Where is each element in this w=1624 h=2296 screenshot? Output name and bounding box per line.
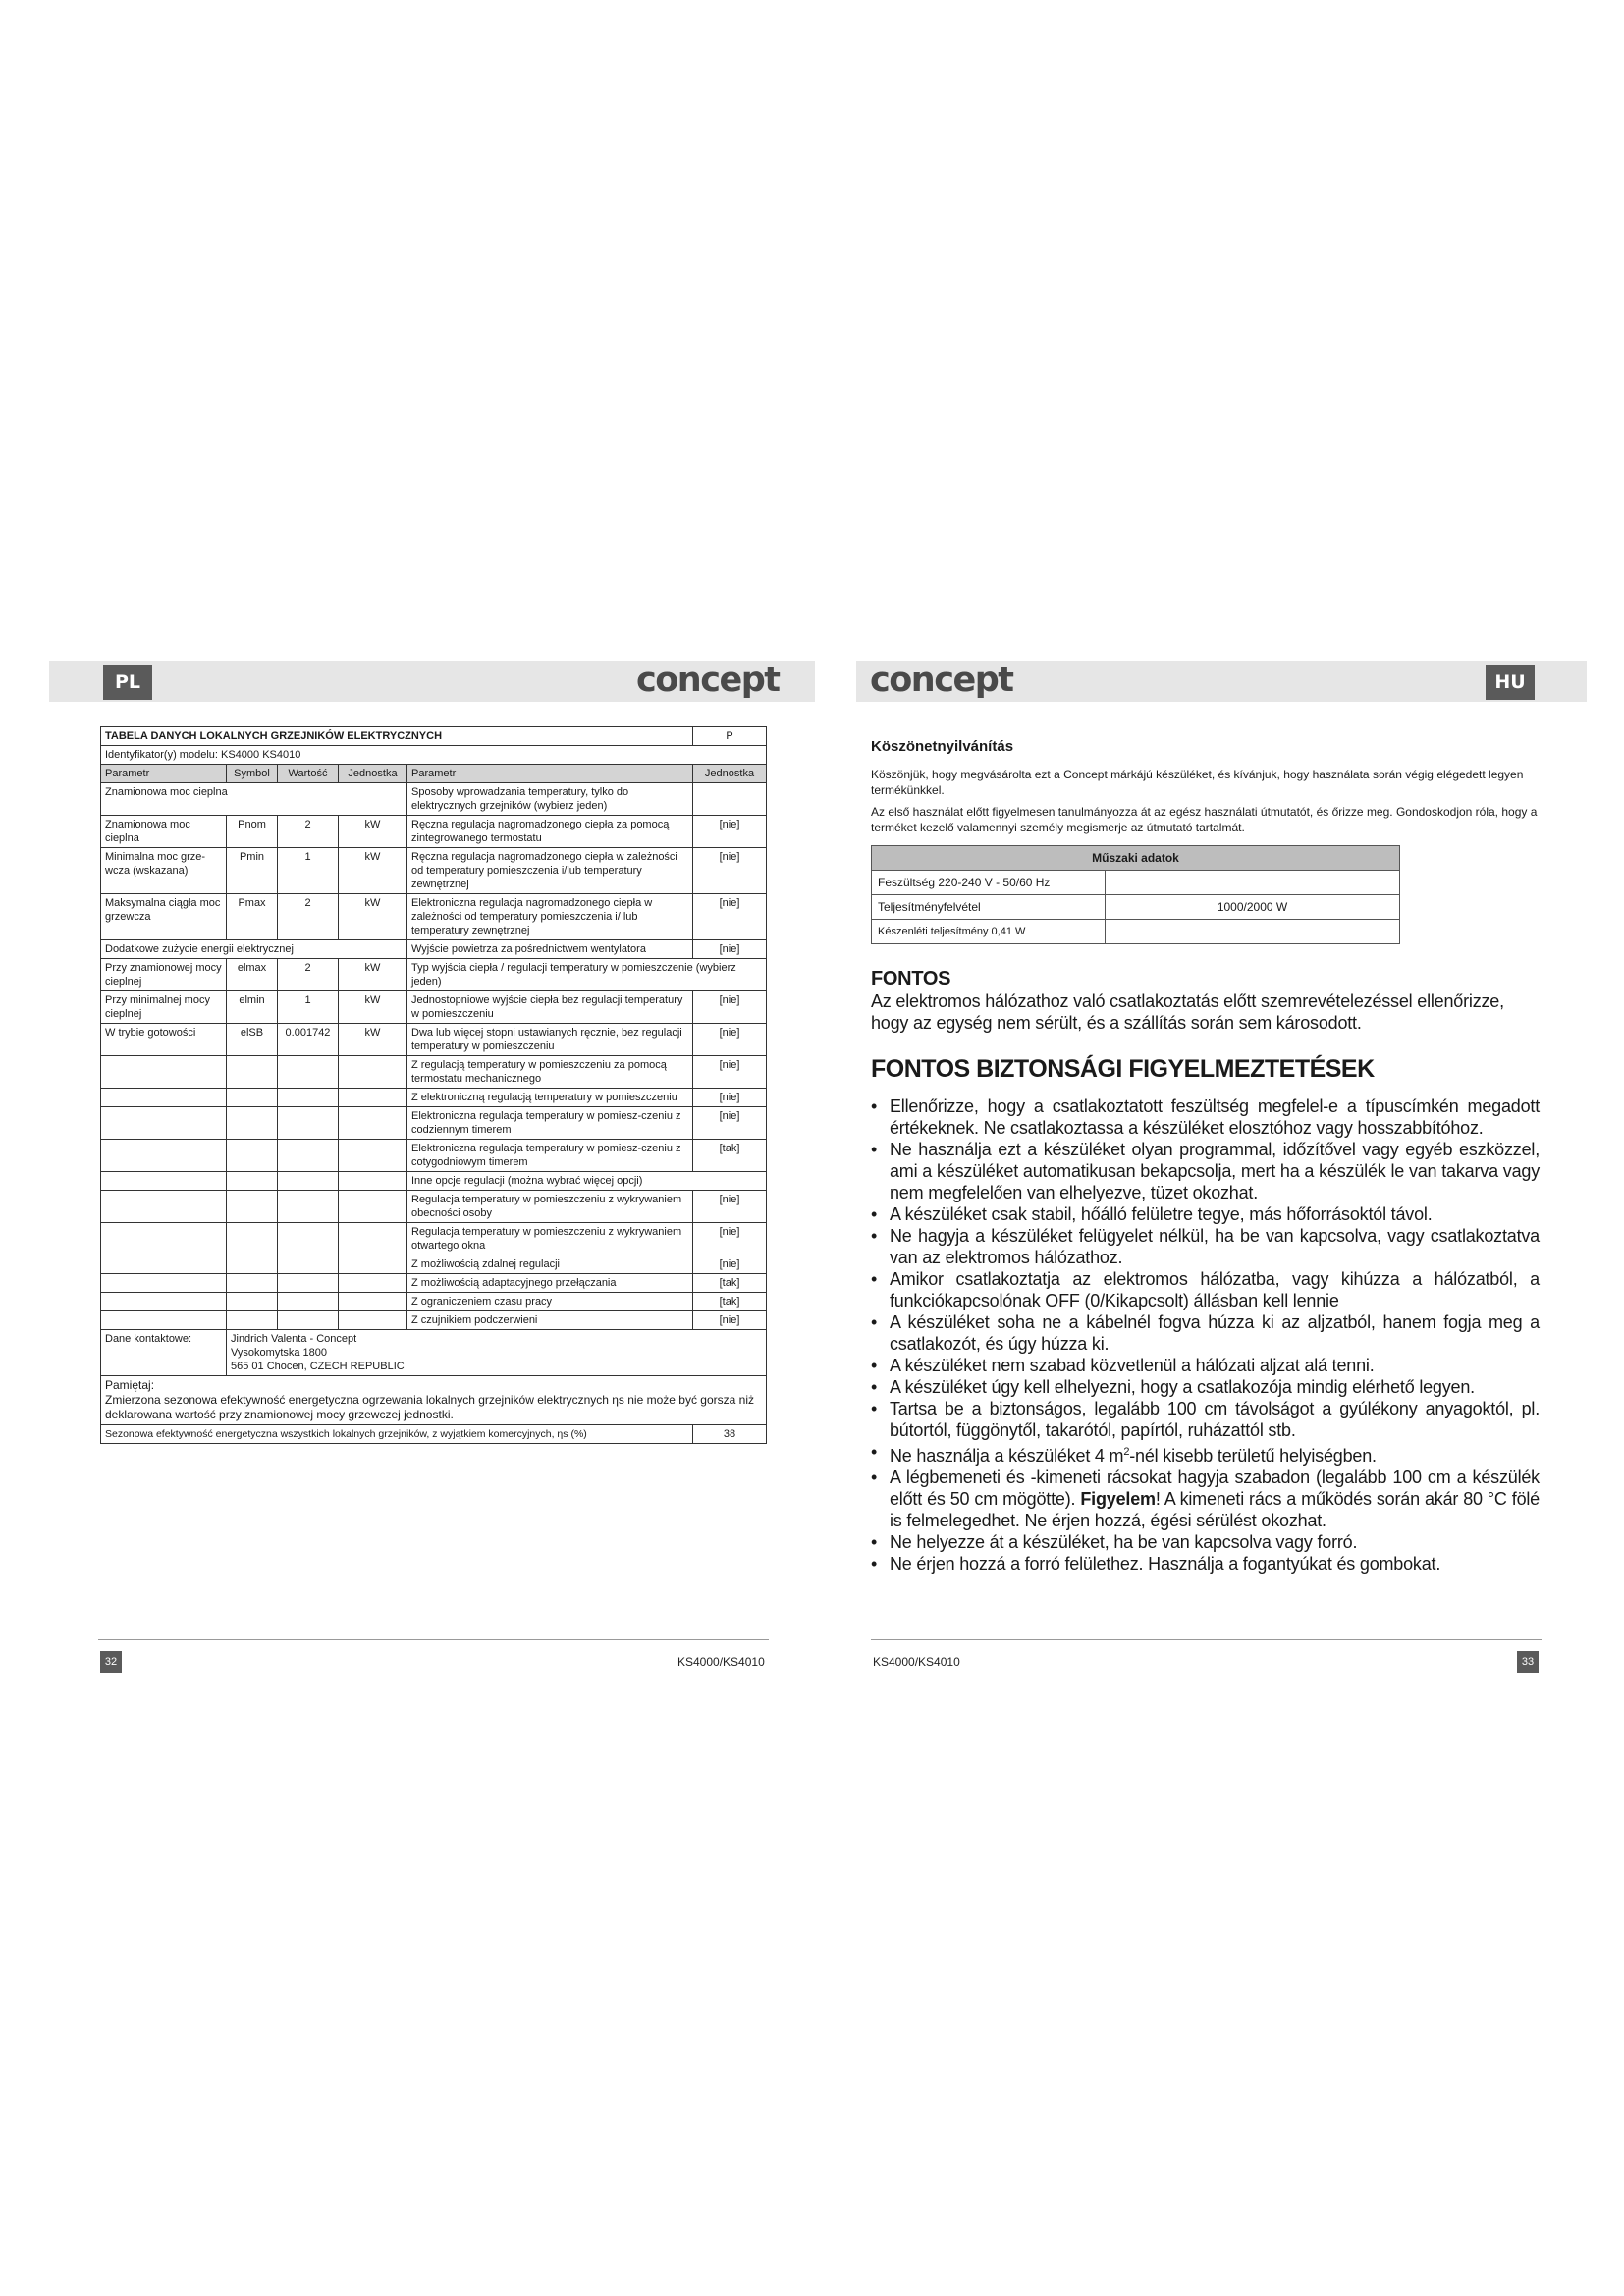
table-row [101, 991, 767, 1024]
row-value [278, 1107, 339, 1140]
warning-item: • A készüléket nem szabad közvetlenül a hálózati aljzat alá tenni. [871, 1355, 1540, 1376]
row-value: 2 [278, 894, 339, 940]
row-param: W trybie gotowości [101, 1024, 227, 1056]
page-number-right: 33 [1517, 1651, 1539, 1673]
row-param2: Z regulacją temperatury w pomieszczeniu za pomocą termostatu mechanicznego [407, 1056, 693, 1089]
table-row [101, 1255, 767, 1274]
model-footer-left: KS4000/KS4010 [677, 1655, 765, 1669]
hu-content [871, 738, 1540, 1575]
table-header-row [101, 765, 767, 783]
row-unit: kW [339, 1024, 407, 1056]
safety-title: FONTOS BIZTONSÁGI FIGYELMEZTETÉSEK [871, 1055, 1375, 1083]
row-param [101, 1107, 227, 1140]
footer-rule-right [871, 1639, 1542, 1640]
row-symbol [227, 1191, 278, 1223]
row-param2: Regulacja temperatury w pomieszczeniu z wykrywaniem obecności osoby [407, 1191, 693, 1223]
table-row [101, 1311, 767, 1330]
note-cell [101, 1376, 767, 1425]
col-header: Symbol [227, 765, 278, 783]
row-unit2: [nie] [693, 816, 767, 848]
row-unit2: [tak] [693, 1293, 767, 1311]
row-param [101, 1293, 227, 1311]
row-unit [339, 1140, 407, 1172]
table-row [101, 940, 767, 959]
warning-item: • A készüléket csak stabil, hőálló felületre tegye, más hőforrásoktól távol. [871, 1203, 1540, 1225]
row-param [101, 1056, 227, 1089]
row-param [101, 1089, 227, 1107]
row-symbol: Pmax [227, 894, 278, 940]
warning-grid-bold: Figyelem [1080, 1489, 1156, 1509]
efficiency-label: Sezonowa efektywność energetyczna wszystkich lokalnych grzejników, z wyjątkiem komercyjnych, ηs (%) [101, 1425, 693, 1444]
note-title: Pamiętaj: [105, 1378, 155, 1392]
row-symbol [227, 1089, 278, 1107]
table-row [101, 1172, 767, 1191]
contact-line: 565 01 Chocen, CZECH REPUBLIC [231, 1361, 405, 1372]
row-value [278, 1311, 339, 1330]
warning-area-pre: Ne használja a készüléket 4 m [890, 1446, 1124, 1466]
warning-item-area [871, 1441, 1540, 1467]
row-param2: Typ wyjścia ciepła / regulacji temperatury w pomieszczenie (wybierz jeden) [407, 959, 767, 991]
row-param2: Jednostopniowe wyjście ciepła bez regulacji temperatury w pomieszczeniu [407, 991, 693, 1024]
warning-item: • Ne hagyja a készüléket felügyelet nélkül, ha be van kapcsolva, vagy csatlakoztatva van az elektromos hálózathoz. [871, 1225, 1540, 1268]
warning-grid-post: ! A kimeneti rács a működés során akár 80 °C fölé is felmelegedhet. Ne érjen hozzá, égési sérülést okozhat. [890, 1489, 1540, 1530]
important-text: Az elektromos hálózathoz való csatlakoztatás előtt szemrevételezéssel ellenőrizze, hogy az egység nem sérült, és a szállítás során sem károsodott. [871, 991, 1504, 1033]
row-param2: Elektroniczna regulacja nagromadzonego ciepła w zależności od temperatury pomieszczenia i/ lub temperatury zewnętrznej [407, 894, 693, 940]
row-value [278, 1172, 339, 1191]
row-unit2: [nie] [693, 991, 767, 1024]
row-unit2: [nie] [693, 894, 767, 940]
tech-voltage-label: Feszültség 220-240 V - 50/60 Hz [872, 871, 1106, 895]
row-unit [339, 1191, 407, 1223]
row-param2: Wyjście powietrza za pośrednictwem wentylatora [407, 940, 693, 959]
row-unit2: [nie] [693, 1024, 767, 1056]
row-unit [339, 1172, 407, 1191]
contact-line: Vysokomytska 1800 [231, 1347, 328, 1359]
row-param [101, 1191, 227, 1223]
row-unit [339, 1223, 407, 1255]
table-row [101, 894, 767, 940]
row-unit2: [tak] [693, 1140, 767, 1172]
tech-voltage-value [1106, 871, 1400, 895]
table-row [101, 1024, 767, 1056]
row-value: 2 [278, 816, 339, 848]
thanks-paragraph-1: Köszönjük, hogy megvásárolta ezt a Concept márkájú készüléket, és kívánjuk, hogy használata során végig elégedett legyen termékünkkel. [871, 768, 1524, 797]
row-param2: Elektroniczna regulacja temperatury w pomiesz-czeniu z codziennym timerem [407, 1107, 693, 1140]
row-symbol: elmin [227, 991, 278, 1024]
row-param2: Dwa lub więcej stopni ustawianych ręcznie, bez regulacji temperatury w pomieszczeniu [407, 1024, 693, 1056]
row-param2: Inne opcje regulacji (można wybrać więcej opcji) [407, 1172, 767, 1191]
row-unit2: [nie] [693, 1089, 767, 1107]
row-unit: kW [339, 991, 407, 1024]
row-param [101, 1223, 227, 1255]
row-symbol [227, 1223, 278, 1255]
row-value: 2 [278, 959, 339, 991]
row-unit2: [nie] [693, 1311, 767, 1330]
row-value [278, 1223, 339, 1255]
col-header: Parametr [101, 765, 227, 783]
row-unit: kW [339, 816, 407, 848]
row-unit [339, 1293, 407, 1311]
warning-area-post: -nél kisebb területű helyiségben. [1129, 1446, 1377, 1466]
warning-item: • A készüléket soha ne a kábelnél fogva húzza ki az aljzatból, hanem fogja meg a csatlakozót, és úgy húzza ki. [871, 1311, 1540, 1355]
warning-item: • Amikor csatlakoztatja az elektromos hálózatba, vagy kihúzza a hálózatból, a funkciókapcsolónak OFF (0/Kikapcsolt) állásban kell lennie [871, 1268, 1540, 1311]
row-param [101, 1311, 227, 1330]
col-header: Jednostka [693, 765, 767, 783]
row-param2: Ręczna regulacja nagromadzonego ciepła w zależności od temperatury pomieszczenia i/lub temperatury zewnętrznej [407, 848, 693, 894]
table-row [101, 783, 767, 816]
row-symbol [227, 1140, 278, 1172]
table-row [101, 1056, 767, 1089]
row-symbol: Pmin [227, 848, 278, 894]
tech-power-value: 1000/2000 W [1106, 895, 1400, 920]
row-value [278, 1293, 339, 1311]
row-unit [339, 1056, 407, 1089]
row-symbol [227, 1293, 278, 1311]
row-value [278, 1191, 339, 1223]
tech-specs-table [871, 845, 1400, 944]
safety-warnings-list [871, 1095, 1540, 1575]
row-symbol [227, 1255, 278, 1274]
row-value: 1 [278, 848, 339, 894]
row-unit [339, 1107, 407, 1140]
row-unit [339, 1311, 407, 1330]
footer-rule-left [98, 1639, 769, 1640]
row-value [278, 1140, 339, 1172]
row-param: Przy znamionowej mocy cieplnej [101, 959, 227, 991]
tech-standby-label: Készenléti teljesítmény 0,41 W [872, 920, 1106, 944]
efficiency-value: 38 [693, 1425, 767, 1444]
table-row [101, 1293, 767, 1311]
row-unit [339, 1089, 407, 1107]
tech-power-label: Teljesítményfelvétel [872, 895, 1106, 920]
row-symbol [227, 1274, 278, 1293]
tech-standby-value [1106, 920, 1400, 944]
row-unit: kW [339, 848, 407, 894]
row-param [101, 1140, 227, 1172]
row-unit: kW [339, 959, 407, 991]
row-unit2: [nie] [693, 1223, 767, 1255]
table-row [101, 1274, 767, 1293]
row-value [278, 1274, 339, 1293]
table-row [101, 1107, 767, 1140]
lang-badge-hu: HU [1486, 665, 1535, 700]
row-unit2: [nie] [693, 1107, 767, 1140]
row-symbol: elSB [227, 1024, 278, 1056]
warning-item: • Ne használja ezt a készüléket olyan programmal, időzítővel vagy egyéb eszközzel, ami a készüléket automatikusan bekapcsolja, mert ha a készülék le van takarva vagy nem megfelelően van elhelyezve, tüzet okozhat. [871, 1139, 1540, 1203]
row-param: Minimalna moc grze-wcza (wskazana) [101, 848, 227, 894]
model-footer-right: KS4000/KS4010 [873, 1655, 960, 1669]
warning-item: • Ellenőrizze, hogy a csatlakoztatott feszültség megfelel-e a típuscímkén megadott értékeknek. Ne csatlakoztassa a készüléket elosztóhoz vagy hosszabbítóhoz. [871, 1095, 1540, 1139]
table-row [101, 959, 767, 991]
row-symbol [227, 1107, 278, 1140]
table-row [101, 1191, 767, 1223]
note-text: Zmierzona sezonowa efektywność energetyczna ogrzewania lokalnych grzejników elektrycznych ηs nie może być gorsza niż deklarowana wartość przy znamionowej mocy grzewczej jednostki. [105, 1393, 754, 1421]
row-symbol: Pnom [227, 816, 278, 848]
row-symbol [227, 1172, 278, 1191]
col-header: Jednostka [339, 765, 407, 783]
row-value [278, 1255, 339, 1274]
row-param: Dodatkowe zużycie energii elektrycznej [101, 940, 407, 959]
warning-area-sup: 2 [1123, 1446, 1130, 1458]
row-unit2: [nie] [693, 1056, 767, 1089]
row-unit2: [tak] [693, 1274, 767, 1293]
row-param2: Z ograniczeniem czasu pracy [407, 1293, 693, 1311]
row-value [278, 1089, 339, 1107]
row-value [278, 1056, 339, 1089]
row-param [101, 1172, 227, 1191]
row-param: Przy minimalnej mocy cieplnej [101, 991, 227, 1024]
warning-item: • A készüléket úgy kell elhelyezni, hogy a csatlakozója mindig elérhető legyen. [871, 1376, 1540, 1398]
page-number-left: 32 [100, 1651, 122, 1673]
important-title: FONTOS [871, 968, 951, 989]
table-title: TABELA DANYCH LOKALNYCH GRZEJNIKÓW ELEKTRYCZNYCH [101, 727, 693, 746]
row-symbol: elmax [227, 959, 278, 991]
table-row [101, 848, 767, 894]
row-unit2 [693, 783, 767, 816]
table-title-p: P [693, 727, 767, 746]
warning-grid-pre: A légbemeneti és -kimeneti rácsokat hagyja szabadon (legalább 100 cm a készülék előtt és 50 cm mögötte). [890, 1468, 1540, 1509]
contact-line: Jindrich Valenta - Concept [231, 1333, 357, 1345]
row-unit2: [nie] [693, 1191, 767, 1223]
row-param2: Z możliwością zdalnej regulacji [407, 1255, 693, 1274]
row-value: 0.001742 [278, 1024, 339, 1056]
row-param: Maksymalna ciągła moc grzewcza [101, 894, 227, 940]
row-param2: Regulacja temperatury w pomieszczeniu z wykrywaniem otwartego okna [407, 1223, 693, 1255]
warning-item: • Ne helyezze át a készüléket, ha be van kapcsolva vagy forró. [871, 1531, 1540, 1553]
row-unit2: [nie] [693, 848, 767, 894]
row-unit [339, 1255, 407, 1274]
model-identifier: Identyfikator(y) modelu: KS4000 KS4010 [101, 746, 767, 765]
row-unit [339, 1274, 407, 1293]
table-row [101, 1089, 767, 1107]
row-param2: Z czujnikiem podczerwieni [407, 1311, 693, 1330]
row-param2: Sposoby wprowadzania temperatury, tylko do elektrycznych grzejników (wybierz jeden) [407, 783, 693, 816]
row-symbol [227, 1056, 278, 1089]
row-unit: kW [339, 894, 407, 940]
row-unit2: [nie] [693, 1255, 767, 1274]
concept-logo-right: concept [870, 661, 1013, 700]
contact-label: Dane kontaktowe: [101, 1330, 227, 1376]
warning-item: • Tartsa be a biztonságos, legalább 100 cm távolságot a gyúlékony anyagoktól, pl. bútortól, függönytől, takarótól, papírtól, ruházattól stb. [871, 1398, 1540, 1441]
thanks-paragraph-2: Az első használat előtt figyelmesen tanulmányozza át az egész használati útmutatót, és őrizze meg. Gondoskodjon róla, hogy a terméket kezelő valamennyi személy megismerje az útmutató tartalmát. [871, 805, 1538, 834]
row-param2: Ręczna regulacja nagromadzonego ciepła za pomocą zintegrowanego termostatu [407, 816, 693, 848]
col-header: Wartość [278, 765, 339, 783]
warning-item: • Ne érjen hozzá a forró felülethez. Használja a fogantyúkat és gombokat. [871, 1553, 1540, 1575]
row-unit2: [nie] [693, 940, 767, 959]
lang-badge-pl: PL [103, 665, 152, 700]
thanks-title: Köszönetnyilvánítás [871, 738, 1014, 755]
row-param2: Elektroniczna regulacja temperatury w pomiesz-czeniu z cotygodniowym timerem [407, 1140, 693, 1172]
pl-data-table-wrap [100, 726, 766, 1444]
tech-specs-title: Műszaki adatok [872, 846, 1400, 871]
row-param [101, 1255, 227, 1274]
row-param2: Z możliwością adaptacyjnego przełączania [407, 1274, 693, 1293]
row-param2: Z elektroniczną regulacją temperatury w pomieszczeniu [407, 1089, 693, 1107]
row-value: 1 [278, 991, 339, 1024]
table-row [101, 1140, 767, 1172]
warning-item-grid [871, 1467, 1540, 1531]
contact-details [227, 1330, 767, 1376]
row-param: Znamionowa moc cieplna [101, 783, 407, 816]
table-row [101, 816, 767, 848]
row-symbol [227, 1311, 278, 1330]
pl-data-table [100, 726, 767, 1444]
col-header: Parametr [407, 765, 693, 783]
concept-logo-left: concept [636, 661, 780, 700]
table-row [101, 1223, 767, 1255]
row-param [101, 1274, 227, 1293]
row-param: Znamionowa moc cieplna [101, 816, 227, 848]
